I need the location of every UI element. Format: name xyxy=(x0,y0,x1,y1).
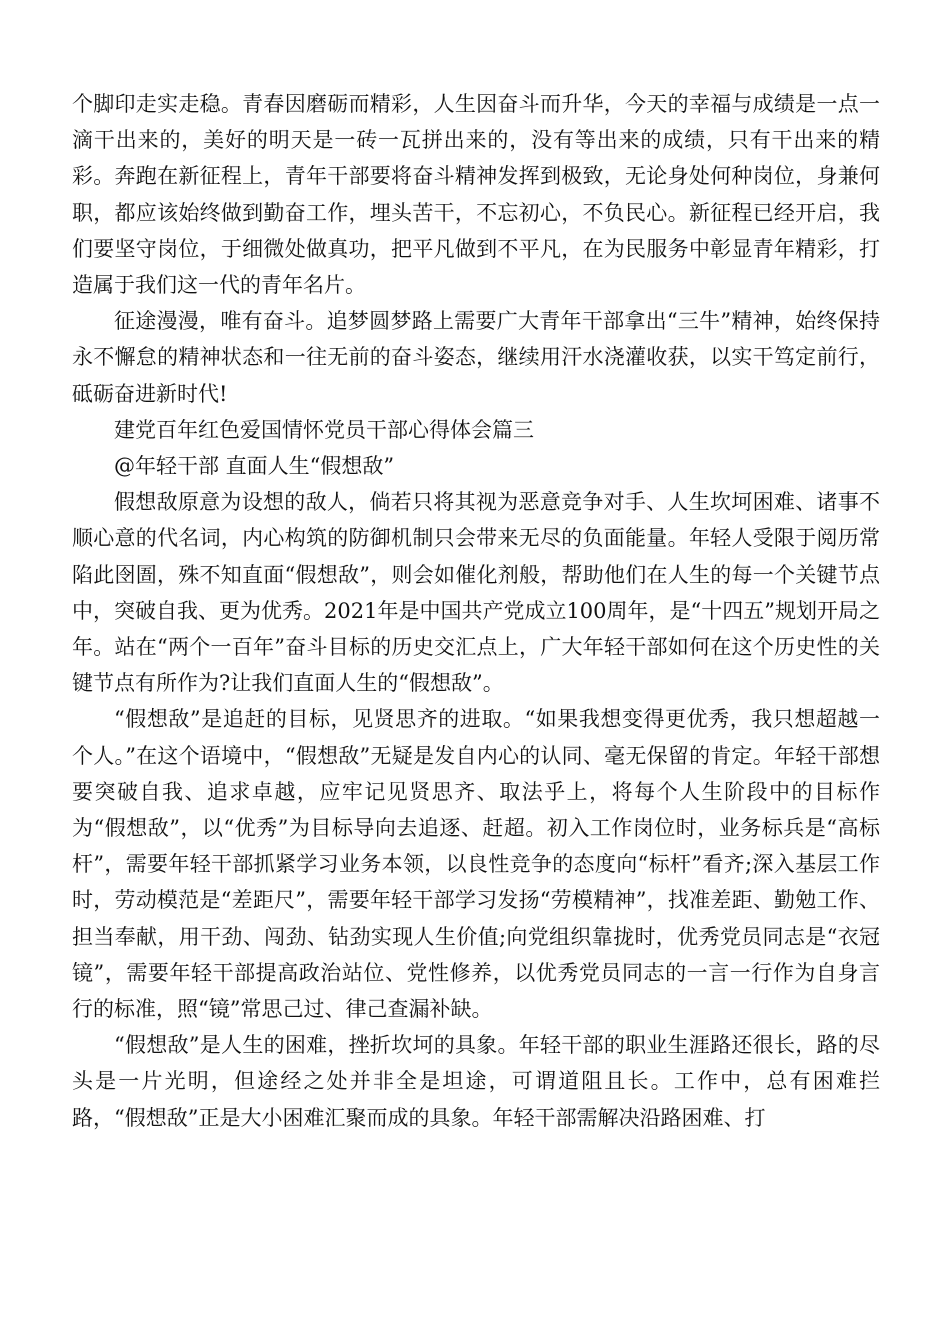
paragraph-goal: “假想敌”是追赶的目标，见贤思齐的进取。“如果我想变得更优秀，我只想超越一个人。”在这个语境中，“假想敌”无疑是发自内心的认同、毫无保留的肯定。年轻干部想要突破自我、追求卓越，应牢记见贤思齐、取法乎上，将每个人生阶段中的目标作为“假想敌”，以“优秀”为目标导向去追逐、赶超。初入工作岗位时，业务标兵是“高标杆”，需要年轻干部抓紧学习业务本领，以良性竞争的态度向“标杆”看齐;深入基层工作时，劳动模范是“差距尺”，需要年轻干部学习发扬“劳模精神”，找准差距、勤勉工作、担当奉献，用干劲、闯劲、钻劲实现人生价值;向党组织靠拢时，优秀党员同志是“衣冠镜”，需要年轻干部提高政治站位、党性修养，以优秀党员同志的一言一行作为自身言行的标准，照“镜”常思己过、律己查漏补缺。 xyxy=(72,707,880,1022)
document-page xyxy=(72,86,880,1136)
paragraph-continuation: 个脚印走实走稳。青春因磨砺而精彩，人生因奋斗而升华，今天的幸福与成绩是一点一滴干出来的，美好的明天是一砖一瓦拼出来的，没有等出来的成绩，只有干出来的精彩。奔跑在新征程上，青年干部要将奋斗精神发挥到极致，无论身处何种岗位，身兼何职，都应该始终做到勤奋工作，埋头苦干，不忘初心，不负民心。新征程已经开启，我们要坚守岗位，于细微处做真功，把平凡做到不平凡，在为民服务中彰显青年精彩，打造属于我们这一代的青年名片。 xyxy=(72,92,880,298)
paragraph-struggle: 征途漫漫，唯有奋斗。追梦圆梦路上需要广大青年干部拿出“三牛”精神，始终保持永不懈怠的精神状态和一往无前的奋斗姿态，继续用汗水浇灌收获，以实干笃定前行，砥砺奋进新时代! xyxy=(72,309,880,406)
section-title: 建党百年红色爱国情怀党员干部心得体会篇三 xyxy=(114,417,534,442)
paragraph-imaginary-enemy-intro: 假想敌原意为设想的敌人，倘若只将其视为恶意竞争对手、人生坎坷困难、诸事不顺心意的代名词，内心构筑的防御机制只会带来无尽的负面能量。年轻人受限于阅历常陷此囹圄，殊不知直面“假想敌”，则会如催化剂般，帮助他们在人生的每一个关键节点中，突破自我、更为优秀。2021年是中国共产党成立100周年，是“十四五”规划开局之年。站在“两个一百年”奋斗目标的历史交汇点上，广大年轻干部如何在这个历史性的关键节点有所作为?让我们直面人生的“假想敌”。 xyxy=(72,490,880,696)
section-subtitle: @年轻干部 直面人生“假想敌” xyxy=(114,454,395,479)
paragraph-difficulty: “假想敌”是人生的困难，挫折坎坷的具象。年轻干部的职业生涯路还很长，路的尽头是一片光明，但途经之处并非全是坦途，可谓道阻且长。工作中，总有困难拦路，“假想敌”正是大小困难汇聚而成的具象。年轻干部需解决沿路困难、打 xyxy=(72,1033,880,1130)
